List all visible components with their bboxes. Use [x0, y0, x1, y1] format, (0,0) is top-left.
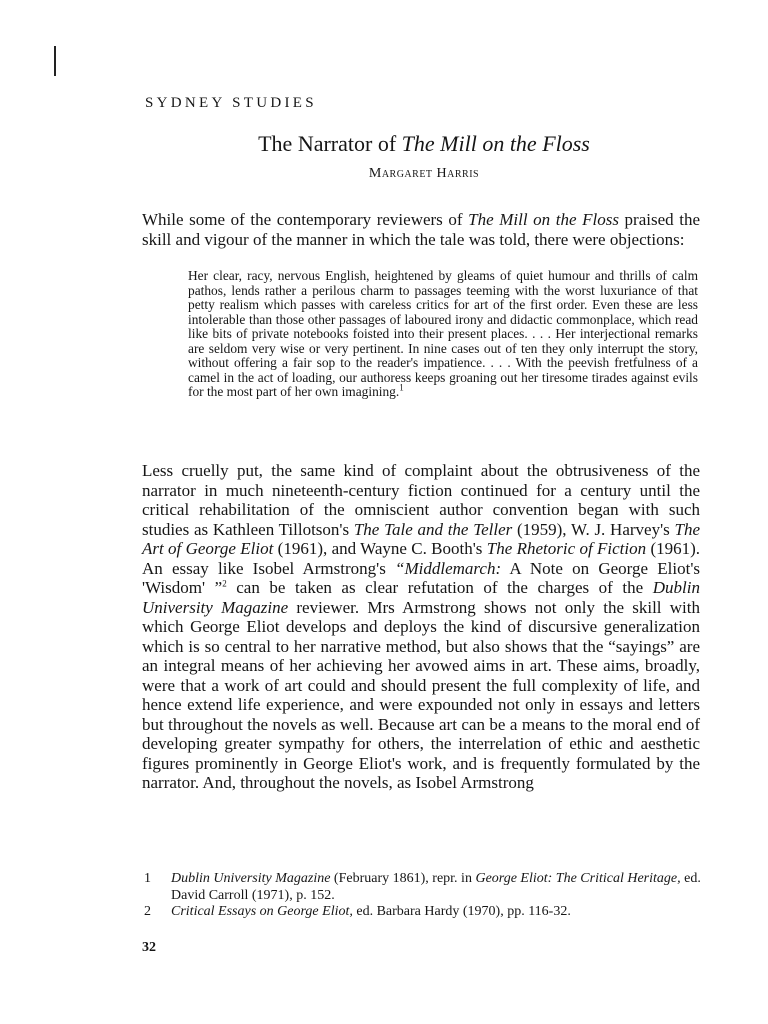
body-italic-4: “Middlemarch: [395, 558, 502, 578]
body-text-6: can be taken as clear refutation of the charges of the [226, 578, 653, 597]
body-text-7: reviewer. Mrs Armstrong shows not only the skill with which George Eliot develops and deploys the kind of discursive generalization which is so central to her narrative method, but also shows that the “sayings” are an integral means of her achieving her avowed aims in art. These aims, broadly, were that a work of art could and should present the full complexity of life, and hence extend life experience, and were expounded not only in essays and letters but throughout the novels as well. Because art can be a means to the moral end of developing greater sympathy for others, the interrelation of ethic and aesthetic figures prominently in George Eliot's work, and is frequently formulated by the narrator. And, throughout the novels, as Isobel Armstrong [142, 597, 701, 792]
footnote-2 [144, 904, 704, 921]
article-title [0, 131, 768, 157]
page-number: 32 [142, 940, 156, 955]
title-book: The Mill on the Floss [401, 131, 590, 156]
footnote-text: (February 1861), repr. in [330, 871, 476, 886]
running-head: SYDNEY STUDIES [145, 95, 317, 111]
title-prefix: The Narrator of [258, 131, 402, 156]
margin-mark [54, 46, 56, 76]
footnote-text: ed. Barbara Hardy (1970), pp. 116-32. [352, 904, 571, 919]
footnote-text: ed. David Carroll (1971), p. 152. [171, 871, 701, 903]
body-text-3: (1961), and Wayne C. Booth's [273, 539, 487, 558]
footnote-italic: Dublin University Magazine [171, 871, 331, 886]
body-paragraph [142, 461, 700, 793]
body-italic-2: The Art of George Eliot [142, 519, 700, 558]
intro-text-2: praised the skill and vigour of the manner in which the tale was told, there were objections: [142, 210, 700, 249]
body-italic-5: Dublin University Magazine [142, 578, 700, 617]
footnote-ref-1: 1 [399, 382, 404, 393]
body-italic-3: The Rhetoric of Fiction [486, 539, 647, 558]
quote-text: Her clear, racy, nervous English, heightened by gleams of quiet humour and thrills of calm pathos, lends rather a perilous charm to passages teeming with the worst luxuriance of that petty realism which passes with careless critics for art of the first order. Even these are less intolerable than those other passages of laboured irony and didactic commonplace, which read like bits of private notebooks foisted into their present places. . . . Her interjectional remarks are seldom very wise or very pertinent. In nine cases out of ten they only interrupt the story, without offering a fair sop to the reader's impatience. . . . With the peevish fretfulness of a camel in the act of loading, our authoress keeps groaning out her tiresome tirades against evils for the most part of her own imagining. [188, 268, 698, 399]
footnotes [144, 871, 704, 921]
footnote-number: 2 [144, 904, 151, 919]
intro-paragraph [142, 210, 700, 249]
author-name: Margaret Harris [368, 166, 480, 181]
body-text-2: (1959), W. J. Harvey's [512, 519, 675, 539]
footnote-italic: Critical Essays on George Eliot, [171, 904, 353, 919]
body-text-5: A Note on George Eliot's 'Wisdom' ” [142, 558, 700, 597]
footnote-1 [144, 871, 704, 904]
body-italic-1: The Tale and the Teller [353, 519, 513, 539]
footnote-number: 1 [144, 871, 151, 886]
intro-book: The Mill on the Floss [468, 210, 619, 229]
intro-text-1: While some of the contemporary reviewers of [142, 210, 469, 229]
body-text-4: (1961). An essay like Isobel Armstrong's [142, 539, 701, 578]
body-text-1: Less cruelly put, the same kind of complaint about the obtrusiveness of the narrator in much nineteenth-century fiction continued for a century until the critical rehabilitation of the omniscient author convention began with such studies as Kathleen Tillotson's [142, 461, 700, 539]
footnote-ref-2: 2 [222, 578, 227, 589]
footnote-italic: George Eliot: The Critical Heritage, [475, 871, 681, 886]
block-quote [188, 269, 698, 400]
